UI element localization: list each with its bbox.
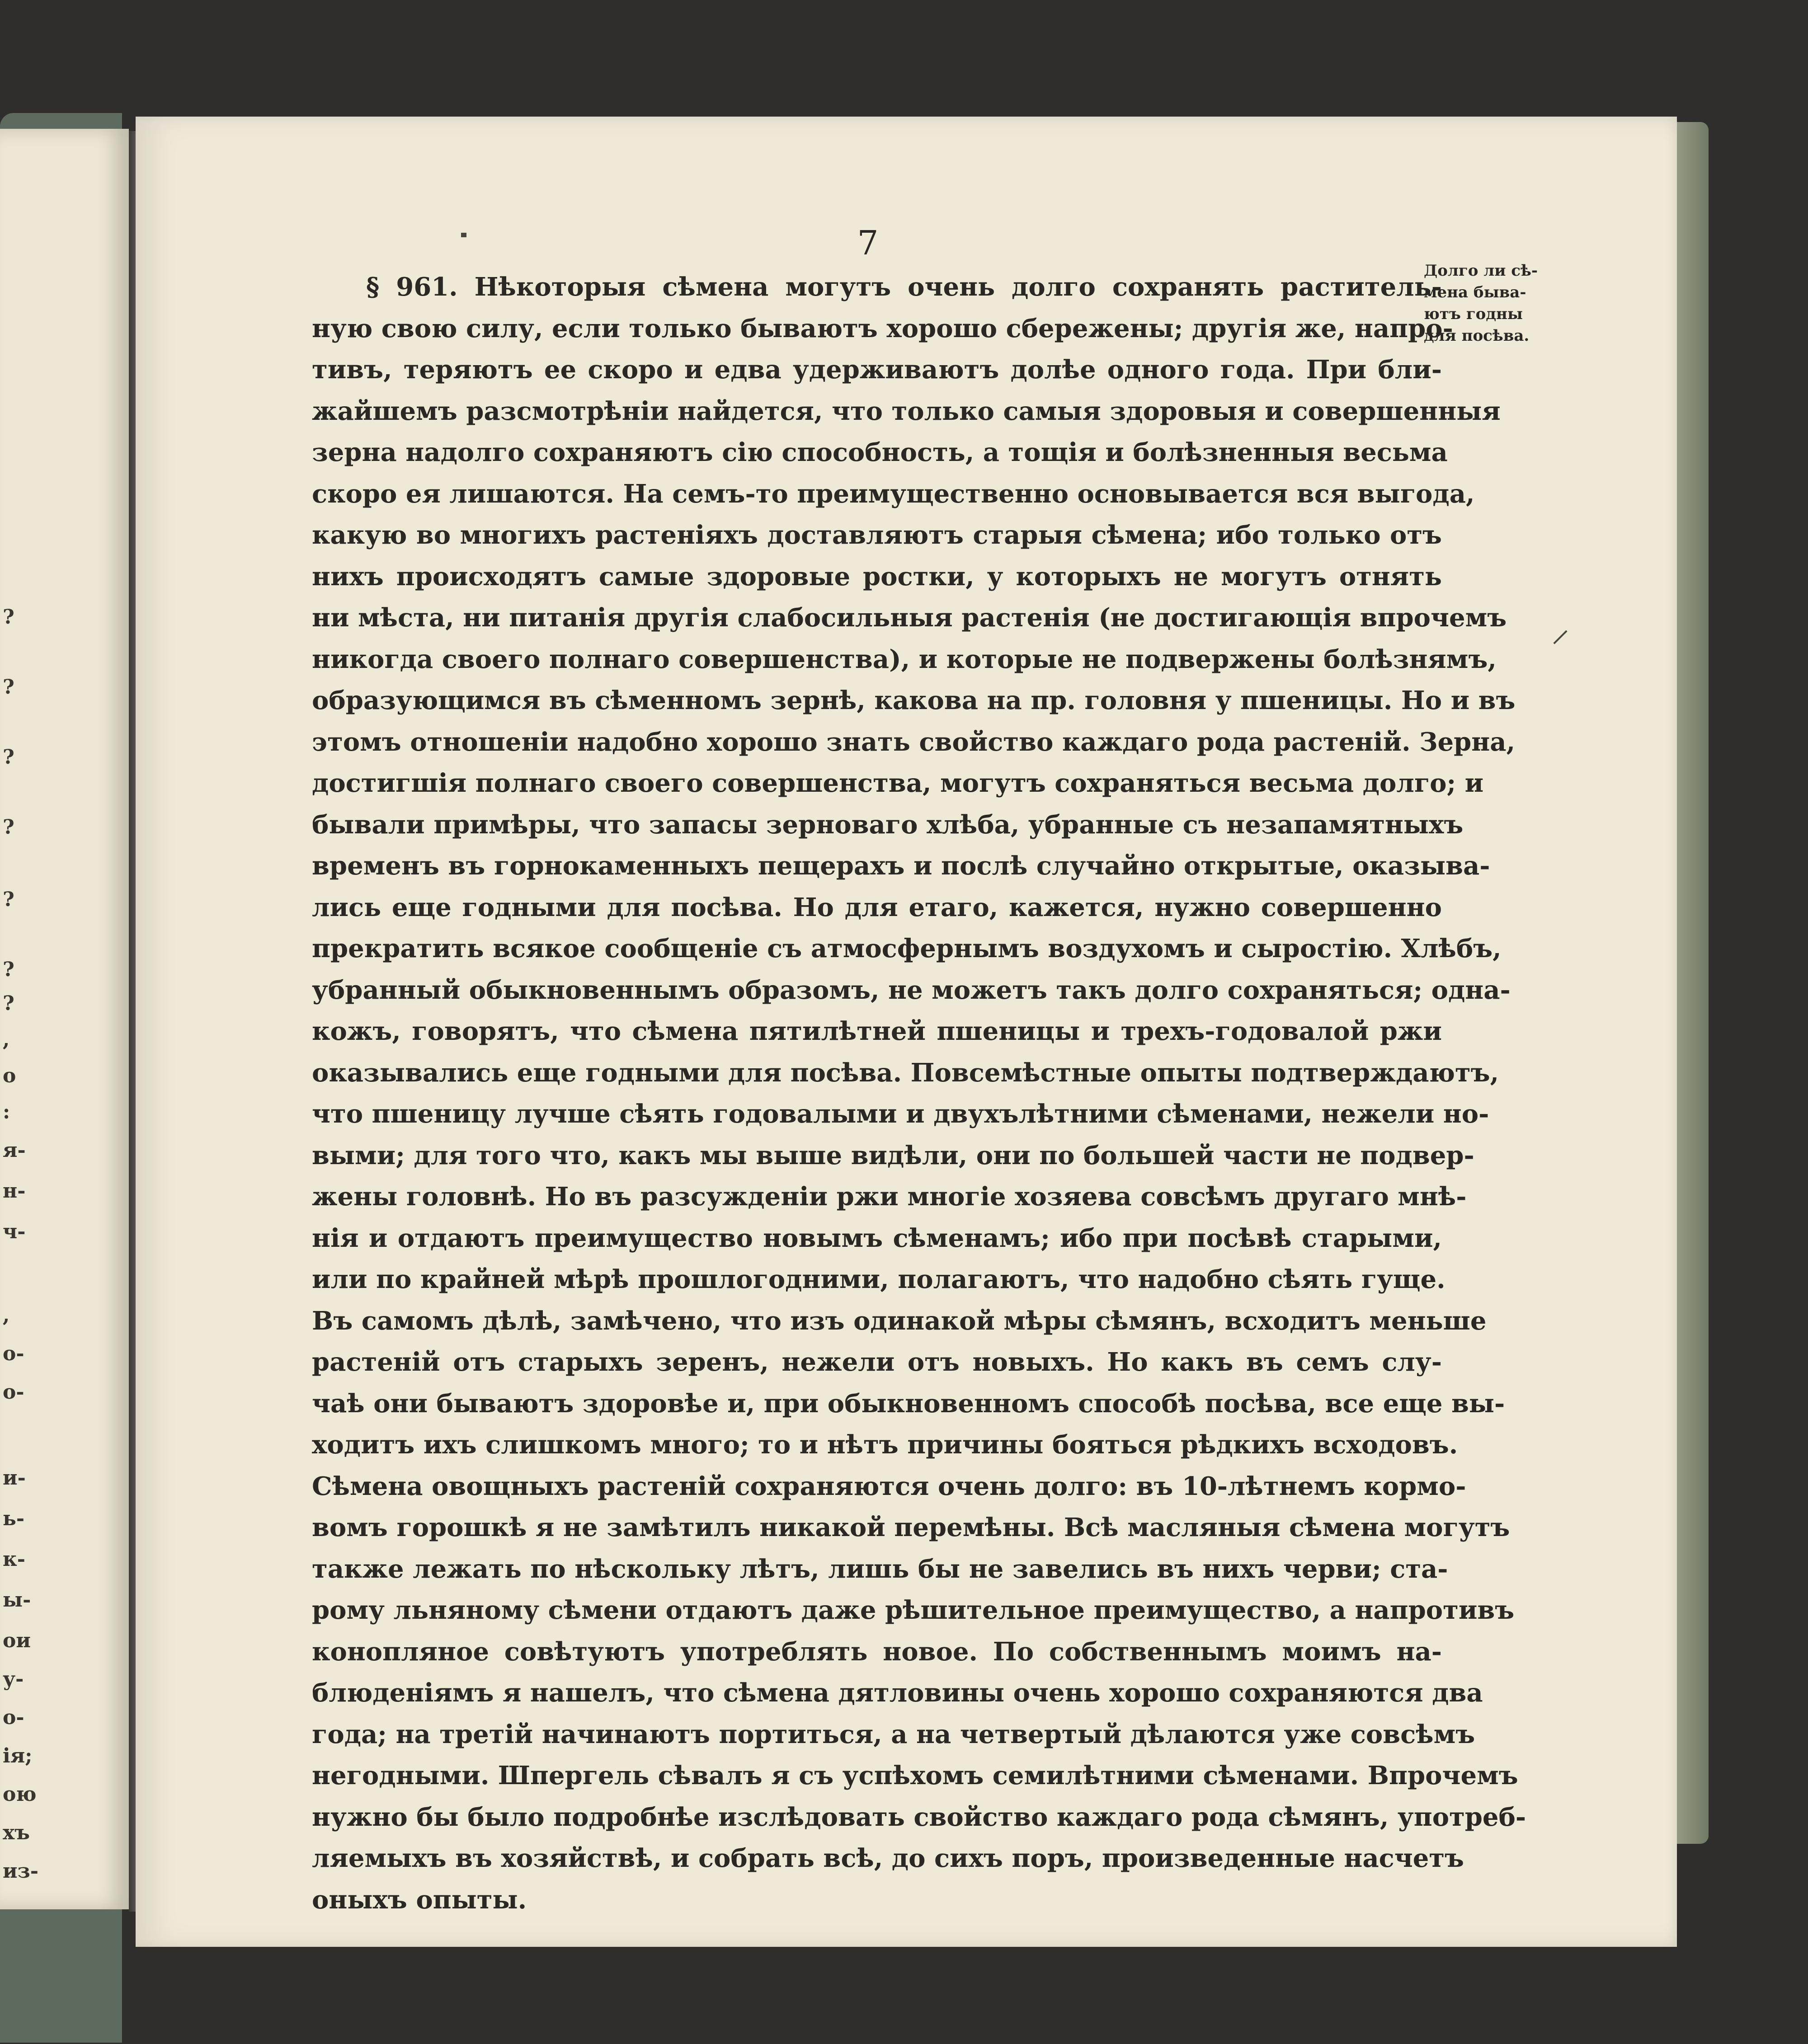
- text-line: временъ въ горнокаменныхъ пещерахъ и послѣ случайно открытые, оказыва-: [312, 851, 1490, 881]
- left-page-fragment: о: [3, 1064, 16, 1087]
- text-line: какую во многихъ растеніяхъ доставляютъ старыя сѣмена; ибо только отъ: [312, 520, 1442, 550]
- text-line: блюденіямъ я нашелъ, что сѣмена дятловины очень хорошо сохраняются два: [312, 1678, 1483, 1708]
- text-line: кожъ, говорятъ, что сѣмена пятилѣтней пшеницы и трехъ-годовалой ржи: [312, 1016, 1442, 1046]
- text-line: также лежать по нѣскольку лѣтъ, лишь бы не завелись въ нихъ черви; ста-: [312, 1554, 1448, 1584]
- text-line: или по крайней мѣрѣ прошлогодними, полагаютъ, что надобно сѣять гуще.: [312, 1264, 1445, 1294]
- text-line: года; на третій начинаютъ портиться, а на четвертый дѣлаются уже совсѣмъ: [312, 1719, 1475, 1749]
- text-line: Сѣмена овощныхъ растеній сохраняются очень долго: въ 10-лѣтнемъ кормо-: [312, 1471, 1466, 1501]
- page-speck: [461, 233, 466, 237]
- left-page-fragment: ои: [3, 1629, 31, 1652]
- left-page-fragment: ія;: [3, 1744, 33, 1767]
- left-page-fragment: ?: [3, 888, 14, 911]
- text-line: скоро ея лишаются. На семъ-то преимущественно основывается вся выгода,: [312, 479, 1475, 509]
- text-line: растеній отъ старыхъ зеренъ, нежели отъ новыхъ. Но какъ въ семъ слу-: [312, 1347, 1442, 1377]
- left-page-fragment: ?: [3, 958, 14, 981]
- left-page-fragment: я-: [3, 1139, 26, 1162]
- text-line: нія и отдаютъ преимущество новымъ сѣменамъ; ибо при посѣвѣ старыми,: [312, 1223, 1442, 1253]
- text-line: лись еще годными для посѣва. Но для етаго, кажется, нужно совершенно: [312, 892, 1442, 922]
- text-line: § 961. Нѣкоторыя сѣмена могутъ очень долго сохранять раститель-: [366, 272, 1442, 302]
- left-page-fragment: к-: [3, 1548, 26, 1571]
- page-number: 7: [857, 224, 879, 263]
- text-line: выми; для того что, какъ мы выше видѣли, они по большей части не подвер-: [312, 1140, 1474, 1170]
- text-line: достигшія полнаго своего совершенства, могутъ сохраняться весьма долго; и: [312, 768, 1484, 798]
- text-line: Въ самомъ дѣлѣ, замѣчено, что изъ одинакой мѣры сѣмянъ, всходитъ меньше: [312, 1306, 1487, 1336]
- text-line: этомъ отношеніи надобно хорошо знать свойство каждаго рода растеній. Зерна,: [312, 727, 1516, 757]
- left-page-fragment: о-: [3, 1706, 24, 1729]
- left-page-fragment: ?: [3, 746, 14, 769]
- left-page-fragment: ы-: [3, 1588, 31, 1612]
- left-page-fragment: ?: [3, 992, 14, 1015]
- left-page-fragment: ?: [3, 676, 14, 699]
- text-line: убранный обыкновеннымъ образомъ, не можетъ такъ долго сохраняться; одна-: [312, 975, 1511, 1005]
- text-line: конопляное совѣтуютъ употреблять новое. По собственнымъ моимъ на-: [312, 1636, 1442, 1667]
- marginal-note-line: для посѣва.: [1424, 327, 1530, 345]
- text-line: жайшемъ разсмотрѣніи найдется, что только самыя здоровыя и совершенныя: [312, 396, 1501, 426]
- text-line: нужно бы было подробнѣе изслѣдовать свойство каждаго рода сѣмянъ, употреб-: [312, 1802, 1526, 1832]
- text-line: чаѣ они бываютъ здоровѣе и, при обыкновенномъ способѣ посѣва, все еще вы-: [312, 1388, 1505, 1419]
- marginal-note-line: ютъ годны: [1424, 305, 1523, 323]
- marginal-note-line: Долго ли сѣ-: [1424, 262, 1538, 280]
- left-page-fragment: ч-: [3, 1220, 26, 1243]
- text-line: ляемыхъ въ хозяйствѣ, и собрать всѣ, до сихъ поръ, произведенные насчетъ: [312, 1843, 1464, 1873]
- text-line: ходитъ ихъ слишкомъ много; то и нѣтъ причины бояться рѣдкихъ всходовъ.: [312, 1430, 1458, 1460]
- left-page-fragment: из-: [3, 1860, 38, 1883]
- left-page-fragment: ,: [3, 1028, 10, 1051]
- text-line: жены головнѣ. Но въ разсужденіи ржи многіе хозяева совсѣмъ другаго мнѣ-: [312, 1182, 1467, 1212]
- left-page-fragment: у-: [3, 1668, 24, 1691]
- left-page-fragment: о-: [3, 1381, 24, 1404]
- left-page-fragment: о-: [3, 1342, 24, 1365]
- text-line: зерна надолго сохраняютъ сію способность, а тощія и болѣзненныя весьма: [312, 437, 1448, 467]
- text-line: рому льняному сѣмени отдаютъ даже рѣшительное преимущество, а напротивъ: [312, 1595, 1515, 1625]
- marginal-note-line: мена быва-: [1424, 283, 1526, 301]
- text-line: бывали примѣры, что запасы зерноваго хлѣба, убранные съ незапамятныхъ: [312, 809, 1464, 840]
- left-page-fragment: ь-: [3, 1507, 25, 1530]
- text-line: оныхъ опыты.: [312, 1884, 527, 1915]
- text-line: прекратить всякое сообщеніе съ атмосфернымъ воздухомъ и сыростію. Хлѣбъ,: [312, 934, 1502, 963]
- left-page-fragment: ,: [3, 1304, 10, 1327]
- left-page-fragment: ?: [3, 816, 14, 839]
- text-line: образующимся въ сѣменномъ зернѣ, какова на пр. головня у пшеницы. Но и въ: [312, 686, 1516, 715]
- left-page-fragment: ?: [3, 606, 14, 629]
- text-line: нихъ происходятъ самые здоровые ростки, у которыхъ не могутъ отнять: [312, 561, 1442, 592]
- text-line: ную свою силу, если только бываютъ хорошо сбережены; другія же, напро-: [312, 313, 1453, 343]
- left-page-fragment: хъ: [3, 1821, 30, 1844]
- left-page-fragment: ою: [3, 1783, 37, 1806]
- left-page: [0, 129, 129, 1909]
- text-line: никогда своего полнаго совершенства), и которые не подвержены болѣзнямъ,: [312, 644, 1497, 674]
- left-page-fragment: и-: [3, 1466, 26, 1490]
- text-line: что пшеницу лучше сѣять годовалыми и двухълѣтними сѣменами, нежели но-: [312, 1099, 1489, 1129]
- left-page-fragment: н-: [3, 1179, 26, 1203]
- text-line: вомъ горошкѣ я не замѣтилъ никакой перемѣны. Всѣ масляныя сѣмена могутъ: [312, 1513, 1510, 1542]
- text-line: ни мѣста, ни питанія другія слабосильныя растенія (не достигающія впрочемъ: [312, 603, 1507, 633]
- text-line: негодными. Шпергель сѣвалъ я съ успѣхомъ семилѣтними сѣменами. Впрочемъ: [312, 1761, 1518, 1790]
- text-line: тивъ, теряютъ ее скоро и едва удерживаютъ долѣе одного года. При бли-: [312, 355, 1442, 385]
- text-line: оказывались еще годными для посѣва. Повсемѣстные опыты подтверждаютъ,: [312, 1057, 1499, 1088]
- left-page-fragment: :: [3, 1100, 10, 1123]
